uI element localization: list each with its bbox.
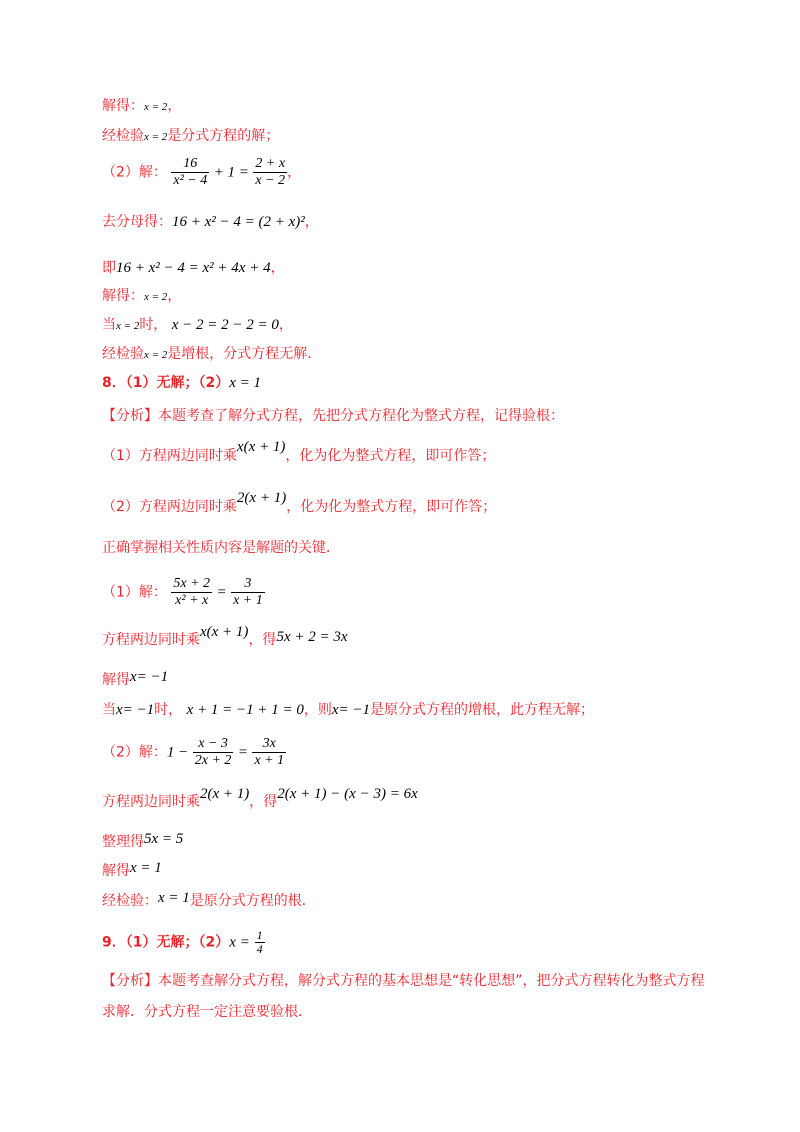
multiply-line	[102, 786, 418, 812]
part2-equation-line	[102, 156, 301, 189]
text: 去分母得：	[102, 214, 172, 230]
denominator: x² + x	[175, 593, 209, 608]
denominator: 4	[256, 942, 263, 956]
fraction	[255, 929, 265, 956]
text: 解得	[102, 672, 130, 688]
numerator: x − 3	[193, 736, 234, 753]
text: 是原分式方程的根．	[189, 893, 316, 909]
math: x= −1	[116, 702, 155, 718]
text: 解得：	[102, 98, 144, 114]
denominator: x + 1	[233, 593, 263, 608]
answer-9-line	[102, 929, 265, 956]
text: 经检验：	[102, 893, 158, 909]
text: 解得	[102, 863, 130, 879]
math: x + 1 = −1 + 1 = 0	[186, 702, 304, 718]
text: ，则	[303, 702, 332, 718]
denominator: x² − 4	[173, 173, 208, 188]
math: x = 2	[144, 101, 168, 113]
solve-line	[102, 670, 168, 690]
math: x(x + 1)	[236, 439, 286, 455]
fraction	[231, 576, 265, 609]
numerator: 1	[256, 928, 263, 942]
text: 方程两边同时乘	[102, 794, 200, 810]
text: ，	[287, 164, 302, 181]
text: 经检验	[102, 346, 144, 362]
check-root-line	[102, 700, 594, 720]
text: 整理得	[102, 834, 144, 850]
denominator: 2x + 2	[194, 753, 232, 768]
extraneous-root-line	[102, 344, 321, 365]
text: 是原分式方程的增根，此方程无解；	[370, 702, 595, 718]
text: （2）解：	[102, 164, 167, 181]
text: （1）解：	[102, 584, 167, 601]
math: 5x = 5	[144, 831, 184, 847]
text: ，化为化为整式方程，即可作答；	[286, 499, 497, 515]
math: x = 1	[158, 890, 190, 906]
math: x = 2	[116, 320, 140, 332]
method-2-line	[102, 490, 497, 517]
numerator: 3x	[252, 736, 286, 753]
math: 2(x + 1)	[236, 490, 287, 506]
text: （2）方程两边同时乘	[102, 499, 237, 515]
fraction	[171, 156, 209, 189]
text: 经检验	[102, 128, 144, 144]
fraction	[252, 736, 286, 769]
text: 当	[102, 702, 116, 718]
text: ，	[270, 260, 285, 276]
math: 16 + x² − 4 = (2 + x)²	[172, 214, 305, 230]
text: 方程两边同时乘	[102, 632, 200, 648]
math: 5x + 2 = 3x	[276, 629, 348, 645]
analysis-9-line	[102, 971, 705, 991]
text: ，	[304, 214, 319, 230]
verify-line	[102, 891, 316, 911]
text: ，得	[248, 632, 277, 648]
math: x − 2 = 2 − 2 = 0	[171, 317, 279, 333]
text: 即	[102, 260, 116, 276]
text: 8．（1）无解；（2）	[102, 375, 230, 391]
key-point-line	[102, 538, 340, 558]
math: x= −1	[130, 669, 169, 685]
math: 16 + x² − 4 = x² + 4x + 4	[116, 260, 271, 276]
text: 时，	[154, 702, 183, 718]
answer-8-line	[102, 373, 261, 393]
fraction	[193, 736, 234, 769]
solve-result-line	[102, 96, 181, 117]
numerator: 5x + 2	[173, 576, 211, 591]
math: x = 2	[144, 349, 168, 361]
text: ，得	[249, 794, 278, 810]
text: ，	[167, 98, 182, 114]
text: 当	[102, 317, 116, 333]
numerator: 2 + x	[255, 156, 286, 171]
part1-equation-line	[102, 576, 265, 609]
numerator: 3	[231, 576, 265, 593]
text: 是增根，分式方程无解．	[167, 346, 322, 362]
method-1-line	[102, 439, 496, 466]
text: 正确掌握相关性质内容是解题的关键．	[102, 540, 340, 556]
fraction	[253, 156, 287, 189]
text: 【分析】本题考查解分式方程，解分式方程的基本思想是“转化思想”，把分式方程转化为整式方程	[102, 973, 705, 989]
math: x =	[229, 934, 250, 951]
denominator: x − 2	[255, 173, 286, 188]
analysis-9-line-2	[102, 1002, 312, 1022]
math: 1 −	[166, 744, 189, 761]
multiply-line	[102, 624, 348, 650]
denominator: x + 1	[254, 753, 285, 768]
text: 求解．分式方程一定注意要验根．	[102, 1004, 312, 1020]
expand-line	[102, 258, 285, 278]
math: 2(x + 1)	[200, 786, 250, 802]
text: 解得：	[102, 288, 144, 304]
text: 时，	[139, 317, 168, 333]
text: 9．（1）无解；（2）	[102, 934, 230, 951]
text: 是分式方程的解；	[167, 128, 280, 144]
check-line	[102, 126, 279, 147]
text: 【分析】本题考查了解分式方程，先把分式方程化为整式方程，记得验根：	[102, 408, 564, 424]
numerator: 16	[171, 156, 209, 173]
text: ，	[167, 288, 182, 304]
math: 2(x + 1) − (x − 3) = 6x	[277, 786, 418, 802]
math: x = 1	[130, 860, 162, 876]
simplify-line	[102, 832, 183, 852]
fraction	[171, 576, 212, 609]
text: （2）解：	[102, 744, 167, 761]
text: ，化为化为整式方程，即可作答；	[285, 448, 496, 464]
math: x = 2	[144, 131, 168, 143]
substitute-line	[102, 315, 293, 336]
part2-equation-line	[102, 736, 286, 769]
text: ，	[278, 317, 293, 333]
math: x = 1	[229, 375, 262, 391]
solve-result-line	[102, 286, 181, 307]
math: x = 2	[144, 291, 168, 303]
math: =	[237, 744, 248, 761]
math: x= −1	[331, 702, 371, 718]
analysis-8-line	[102, 406, 564, 426]
math: x(x + 1)	[200, 624, 249, 640]
math: =	[216, 584, 227, 601]
text: （1）方程两边同时乘	[102, 448, 237, 464]
math: + 1 =	[213, 164, 249, 181]
solve-line	[102, 861, 162, 881]
clear-denominator-line	[102, 212, 319, 232]
